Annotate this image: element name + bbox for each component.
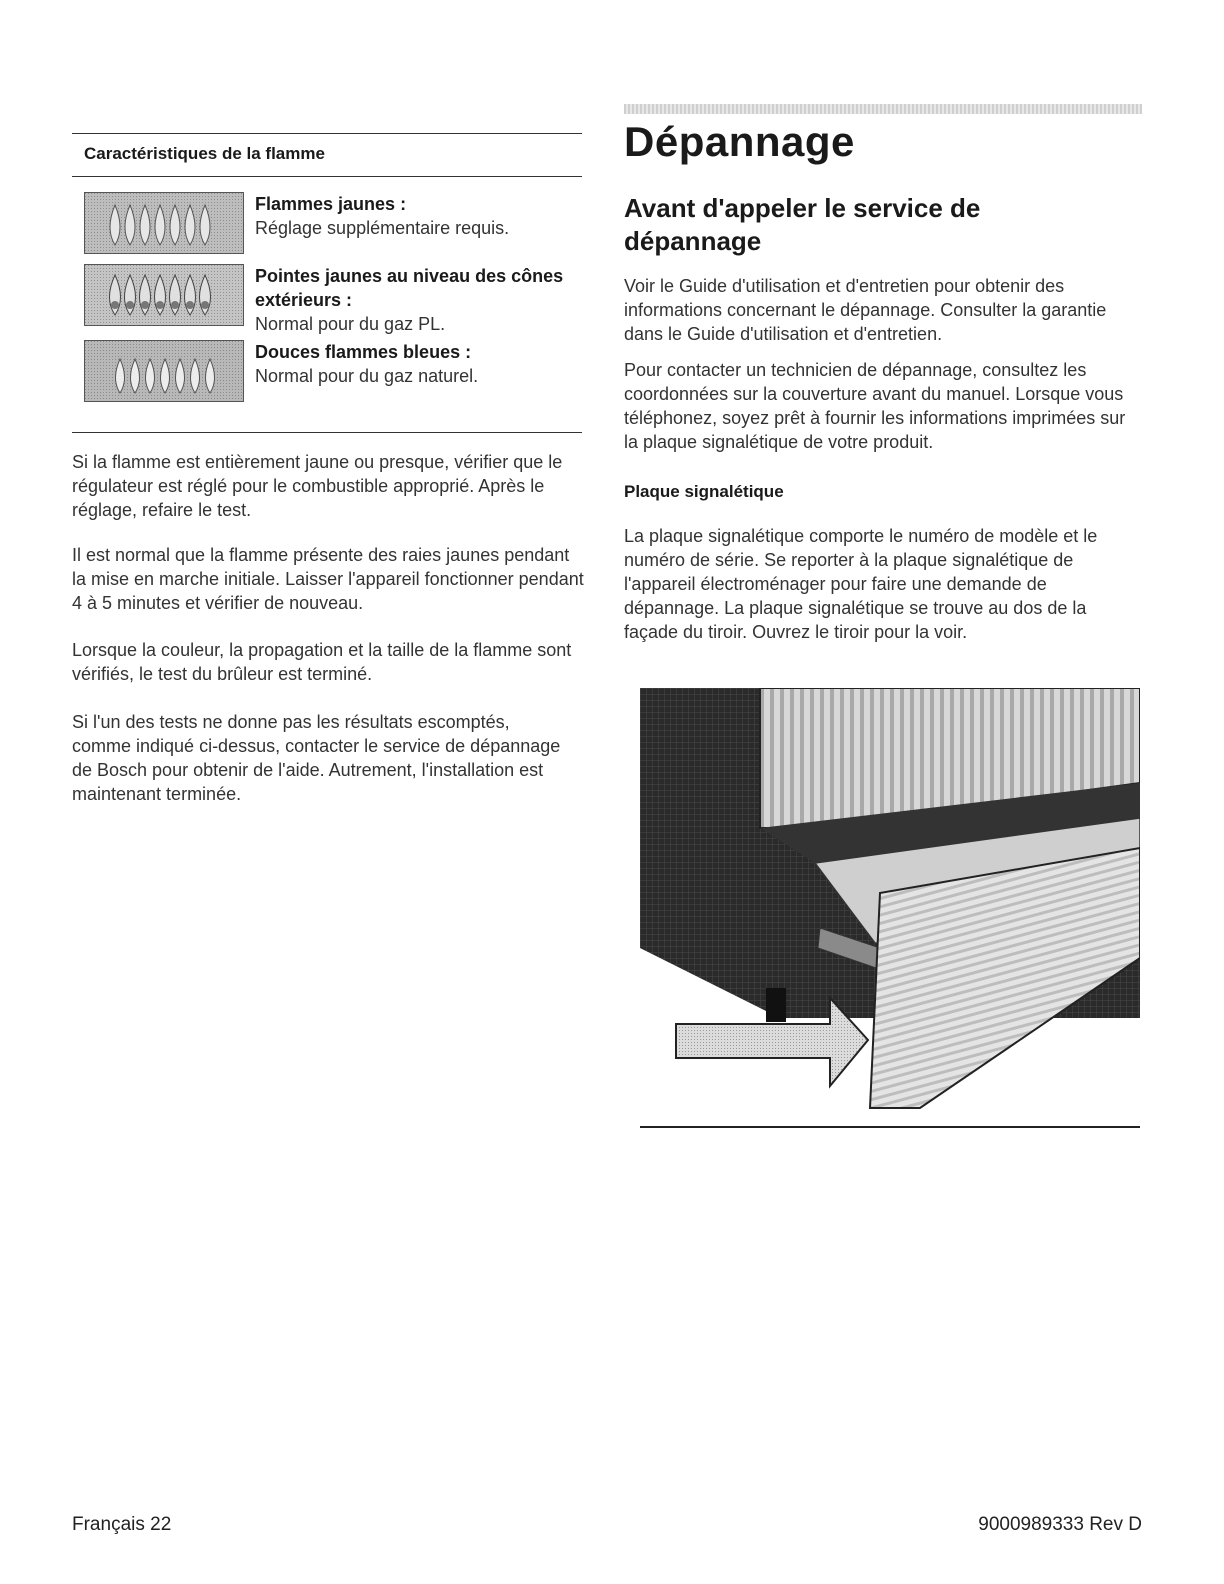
drawer-illustration (640, 688, 1140, 1128)
flame-heading: Douces flammes bleues : (255, 342, 472, 362)
table-title: Caractéristiques de la flamme (84, 144, 325, 163)
plate-heading: Plaque signalétique (624, 482, 784, 501)
flame-description: Réglage supplémentaire requis. (255, 218, 510, 238)
section-top-bar (624, 104, 1142, 114)
section-title: Dépannage (624, 118, 855, 165)
paragraph: La plaque signalétique comporte le numéro de modèle et le numéro de série. Se reporter à la plaque signalétique de l'appareil électroménager pour faire une demande de dépannage. La plaque signalétique se trouve au dos de la façade du tiroir. Ouvrez le tiroir pour la voir. (624, 526, 1098, 642)
footer-document-number: 9000989333 Rev D (978, 1514, 1142, 1535)
paragraph: Pour contacter un technicien de dépannage, consultez les coordonnées sur la couverture avant du manuel. Lorsque vous téléphonez, soyez prêt à fournir les informations imprimées sur la plaque signalétique de votre produit. (624, 360, 1126, 452)
table-header-rule (72, 176, 582, 177)
yellow-flame-image (84, 192, 244, 254)
footer-page-label: Français 22 (72, 1514, 172, 1535)
flame-heading: Flammes jaunes : (255, 194, 407, 214)
flame-row-blue (84, 340, 584, 404)
paragraph: Si la flamme est entièrement jaune ou presque, vérifier que le régulateur est réglé pour le combustible approprié. Après le réglage, refaire le test. (72, 452, 563, 520)
flame-row-yellow (84, 192, 584, 256)
flame-text-yellow-tips (255, 264, 585, 336)
blue-flame-image (84, 340, 244, 402)
flame-description: Normal pour du gaz PL. (255, 314, 446, 334)
flame-characteristics-table (72, 133, 582, 177)
paragraph: Si l'un des tests ne donne pas les résultats escomptés, comme indiqué ci-dessus, contacter le service de dépannage de Bosch pour obtenir de l'aide. Autrement, l'installation est maintenant terminée. (72, 712, 561, 804)
flame-text-blue (255, 340, 585, 388)
table-bottom-rule (72, 432, 582, 433)
paragraph: Voir le Guide d'utilisation et d'entretien pour obtenir des informations concernant le dépannage. Consulter la garantie dans le Guide d'utilisation et d'entretien. (624, 276, 1107, 344)
flame-heading: Pointes jaunes au niveau des cônes extérieurs : (255, 266, 564, 310)
flame-description: Normal pour du gaz naturel. (255, 366, 479, 386)
paragraph: Lorsque la couleur, la propagation et la taille de la flamme sont vérifiés, le test du brûleur est terminé. (72, 640, 572, 684)
flame-text-yellow (255, 192, 585, 240)
section-subtitle: Avant d'appeler le service de dépannage (624, 193, 981, 256)
paragraph: Il est normal que la flamme présente des raies jaunes pendant la mise en marche initiale. Laisser l'appareil fonctionner pendant 4 à 5 minutes et vérifier de nouveau. (72, 545, 584, 613)
flame-row-yellow-tips (84, 264, 584, 334)
yellow-tips-flame-image (84, 264, 244, 326)
